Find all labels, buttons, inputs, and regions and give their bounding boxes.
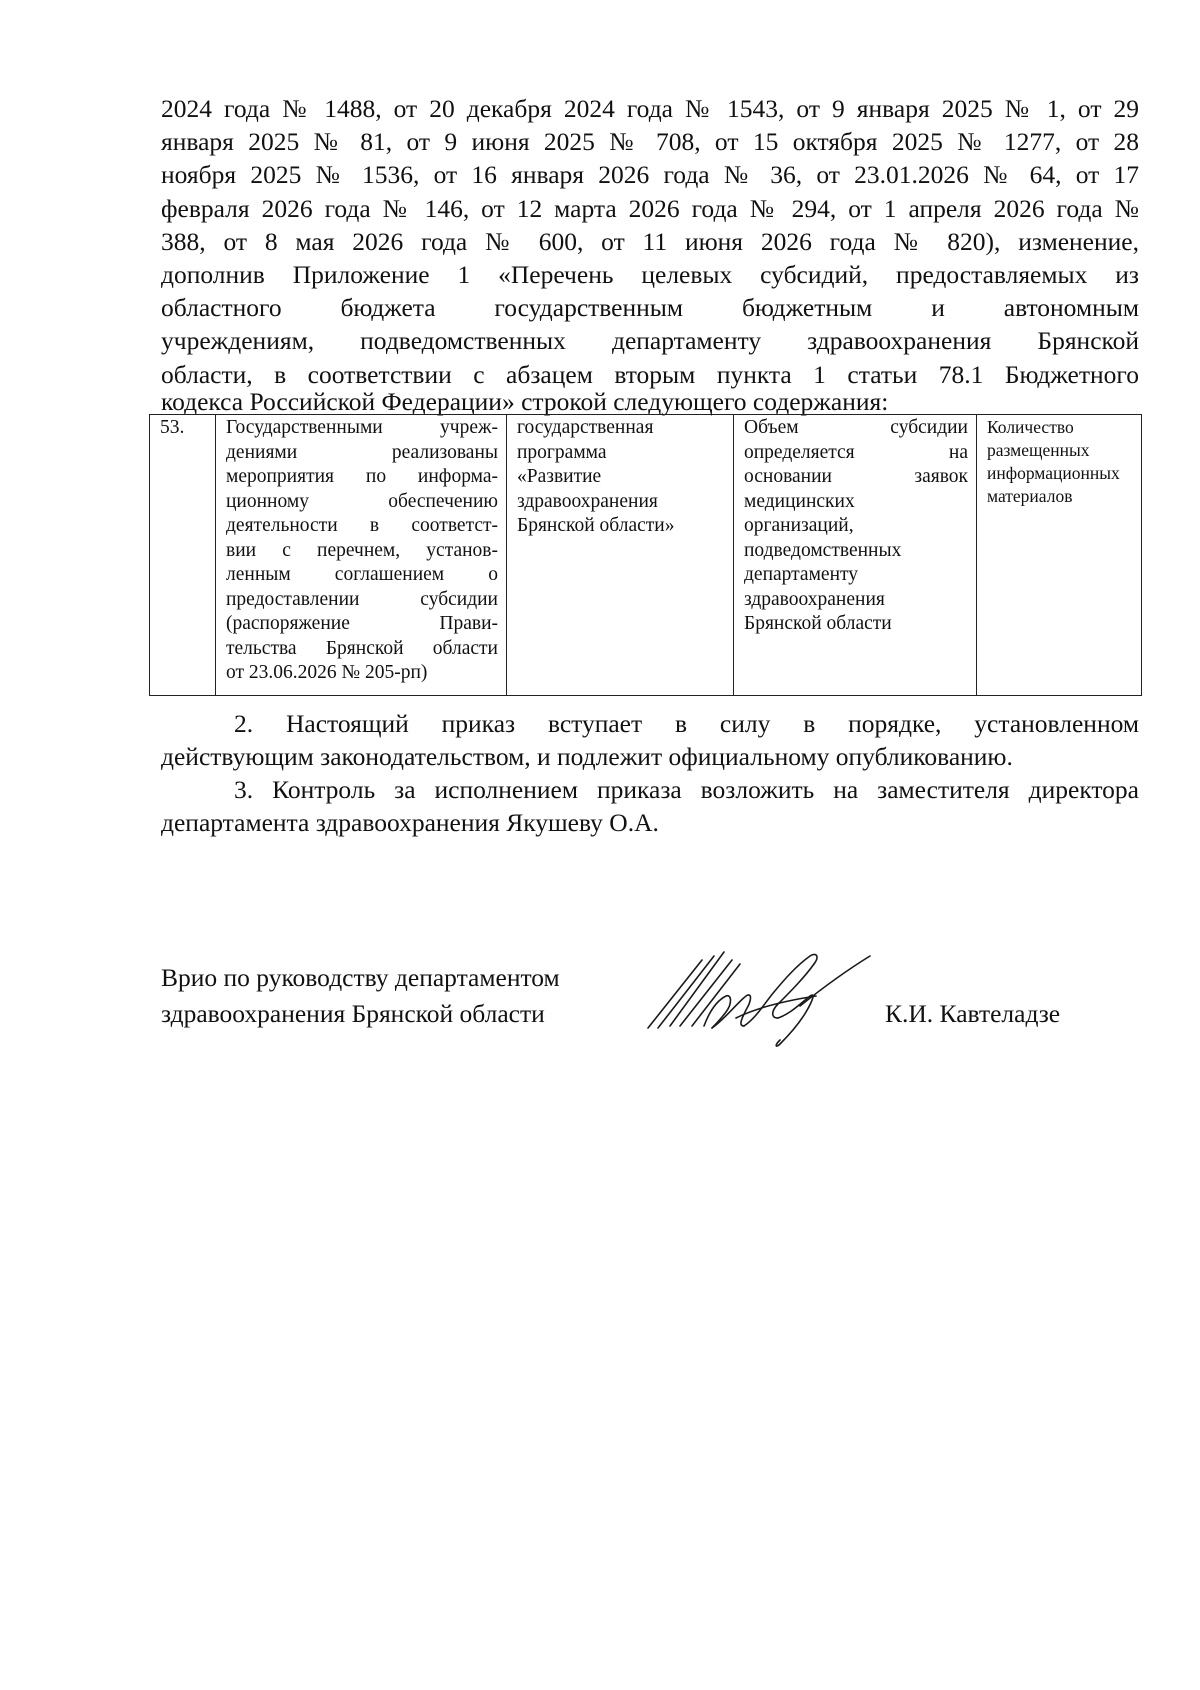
description-line: вии с перечнем, установ- [226,539,498,561]
row-result [977,415,1142,696]
description-line: тельства Брянской области [226,637,498,659]
description-line: ционному обеспечению [226,490,498,512]
intro-line: февраля 2026 года № 146, от 12 марта 2026 года № 294, от 1 апреля 2026 года № [161,193,1139,223]
row-program [507,415,734,696]
intro-paragraph [161,92,1139,391]
volume-line: основании заявок [744,466,968,487]
row-number: 53. [150,415,216,696]
intro-last-line: кодекса Российской Федерации» строкой следующего содержания: [161,387,889,416]
signer-position [161,960,560,1032]
volume-line: департаменту [744,564,859,585]
signer-name: К.И. Кавтеладзе [885,999,1061,1028]
intro-line: области, в соответствии с абзацем вторым пункта 1 статьи 78.1 Бюджетного [161,359,1139,389]
volume-line: медицинских [744,490,855,512]
result-line: информационных [987,463,1120,483]
program-line: здравоохранения [517,490,658,512]
volume-line: определяется на [744,441,968,463]
clause-2-first-line: 2. Настоящий приказ вступает в силу в порядке, установленном [234,709,1139,738]
description-line: предоставлении субсидии [226,588,498,610]
intro-line: 2024 года № 1488, от 20 декабря 2024 года № 1543, от 9 января 2025 № 1, от 29 [161,94,1139,123]
volume-line: здравоохранения [744,588,885,610]
signature-image [640,930,920,1060]
program-line: Брянской области» [517,515,675,536]
program-line: программа [517,441,607,463]
result-line: материалов [987,486,1073,506]
row-volume [734,415,977,696]
description-line: (распоряжение Прави- [226,613,498,634]
intro-line: 388, от 8 мая 2026 года № 600, от 11 июня 2026 года № 820), изменение, [161,226,1139,256]
clause-2 [161,707,1139,773]
description-line: от 23.06.2026 № 205-рп) [226,662,428,683]
program-line: «Развитие [517,466,602,487]
volume-line: организаций, [744,515,854,536]
clause-3-rest: департамента здравоохранения Якушеву О.А. [161,808,659,838]
intro-line: дополнив Приложение 1 «Перечень целевых субсидий, предоставляемых из [161,260,1139,290]
table-row [150,415,1142,696]
row-description [216,415,507,696]
clause-2-rest: действующим законодательством, и подлежит официальному опубликованию. [161,742,1013,772]
intro-line: областного бюджета государственным бюджетным и автономным [161,293,1139,323]
signer-position-line: здравоохранения Брянской области [161,999,545,1028]
intro-line: января 2025 № 81, от 9 июня 2025 № 708, от 15 октября 2025 № 1277, от 28 [161,127,1139,157]
description-line: мероприятия по информа- [226,466,498,487]
volume-line: подведомственных [744,539,902,561]
description-line: Государственными учреж- [226,417,498,438]
clause-3 [161,773,1139,839]
volume-line: Объем субсидии [744,417,968,438]
description-line: ленным соглашением о [226,564,498,585]
signer-position-line: Врио по руководству департаментом [161,963,560,992]
description-line: дениями реализованы [226,441,498,463]
intro-line: ноября 2025 № 1536, от 16 января 2026 года № 36, от 23.01.2026 № 64, от 17 [161,160,1139,190]
result-line: размещенных [987,440,1090,460]
result-line: Количество [987,417,1074,437]
volume-line: Брянской области [744,613,892,634]
subsidy-table [149,414,1142,696]
description-line: деятельности в соответст- [226,515,498,536]
clause-3-first-line: 3. Контроль за исполнением приказа возложить на заместителя директора [234,775,1139,804]
intro-line: учреждениям, подведомственных департаменту здравоохранения Брянской [161,326,1139,356]
program-line: государственная [517,417,654,438]
